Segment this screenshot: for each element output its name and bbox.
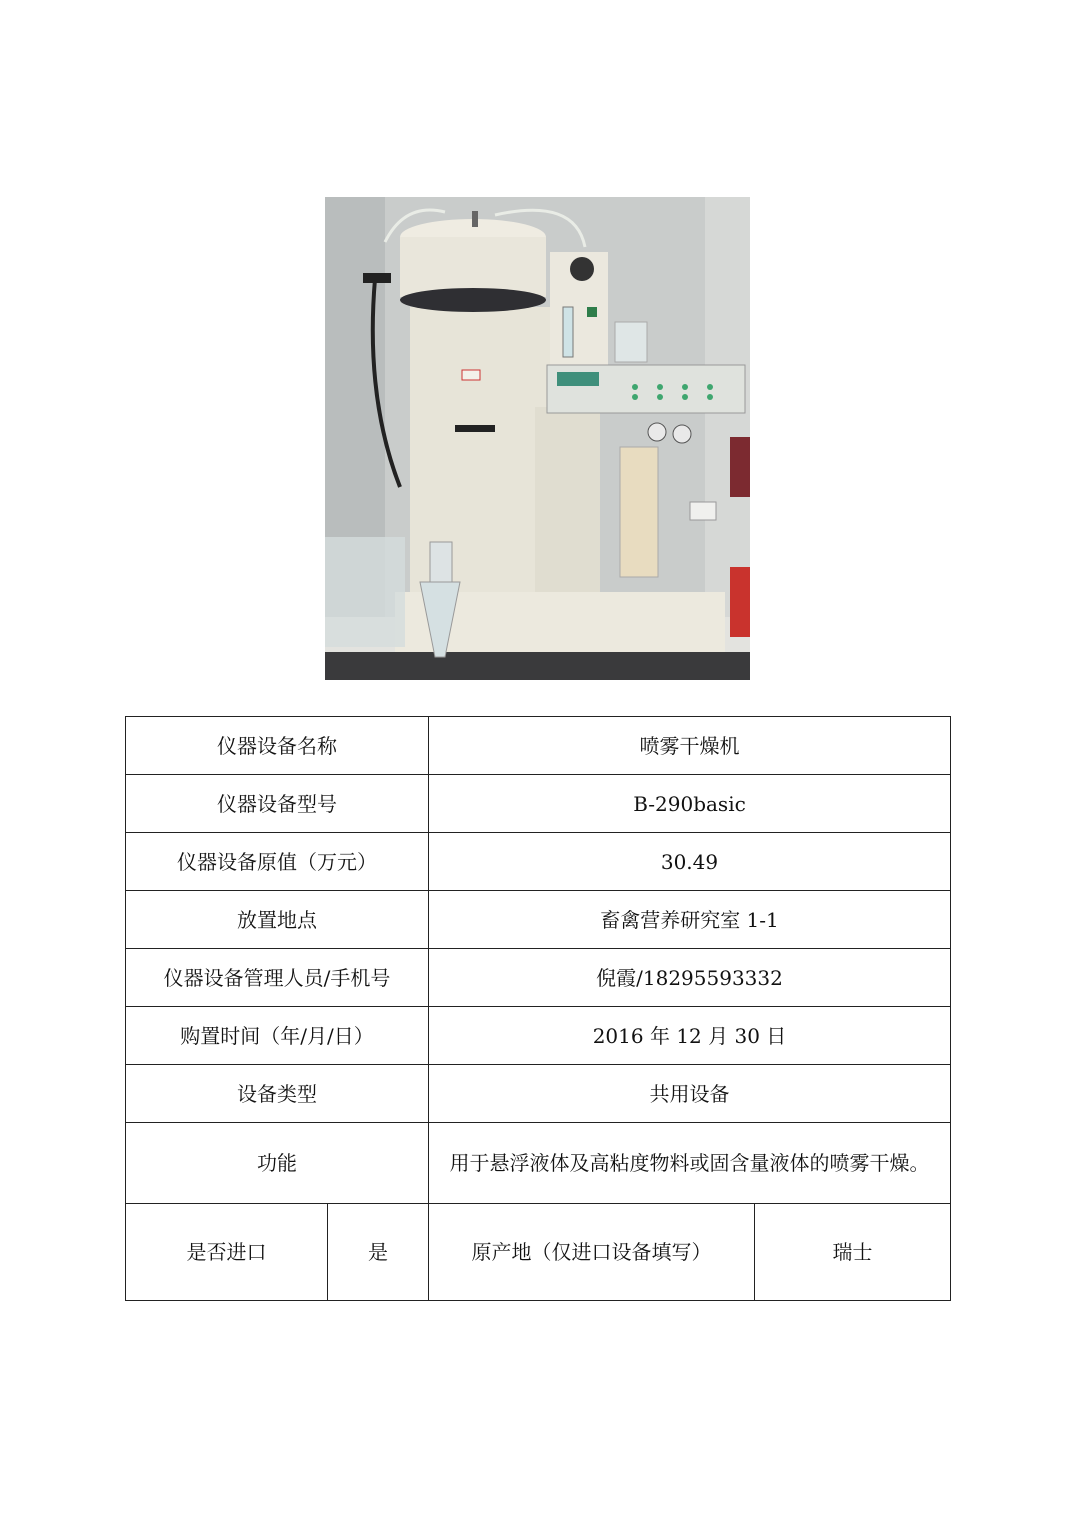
row-value: B-290basic xyxy=(429,775,951,833)
origin-value: 瑞士 xyxy=(755,1204,951,1301)
table-row xyxy=(126,775,951,833)
row-label: 功能 xyxy=(126,1123,429,1204)
row-value: 共用设备 xyxy=(429,1065,951,1123)
row-label: 放置地点 xyxy=(126,891,429,949)
row-label: 购置时间（年/月/日） xyxy=(126,1007,429,1065)
table-row xyxy=(126,891,951,949)
origin-label: 原产地（仅进口设备填写） xyxy=(429,1204,755,1301)
equipment-info-table xyxy=(125,716,951,1301)
row-label: 仪器设备名称 xyxy=(126,717,429,775)
row-label: 仪器设备管理人员/手机号 xyxy=(126,949,429,1007)
row-value: 30.49 xyxy=(429,833,951,891)
row-label: 设备类型 xyxy=(126,1065,429,1123)
import-label: 是否进口 xyxy=(126,1204,328,1301)
table-row xyxy=(126,1007,951,1065)
import-value: 是 xyxy=(328,1204,429,1301)
row-value: 倪霞/18295593332 xyxy=(429,949,951,1007)
spray-dryer-illustration xyxy=(325,197,750,680)
table-row xyxy=(126,833,951,891)
table-row xyxy=(126,1204,951,1301)
row-label: 仪器设备型号 xyxy=(126,775,429,833)
table-row xyxy=(126,949,951,1007)
table-row xyxy=(126,1065,951,1123)
table-row xyxy=(126,1123,951,1204)
row-value: 畜禽营养研究室 1-1 xyxy=(429,891,951,949)
table-row xyxy=(126,717,951,775)
row-value: 2016 年 12 月 30 日 xyxy=(429,1007,951,1065)
spray-dryer-photo xyxy=(325,197,750,680)
row-value: 用于悬浮液体及高粘度物料或固含量液体的喷雾干燥。 xyxy=(429,1123,951,1204)
row-value: 喷雾干燥机 xyxy=(429,717,951,775)
row-label: 仪器设备原值（万元） xyxy=(126,833,429,891)
